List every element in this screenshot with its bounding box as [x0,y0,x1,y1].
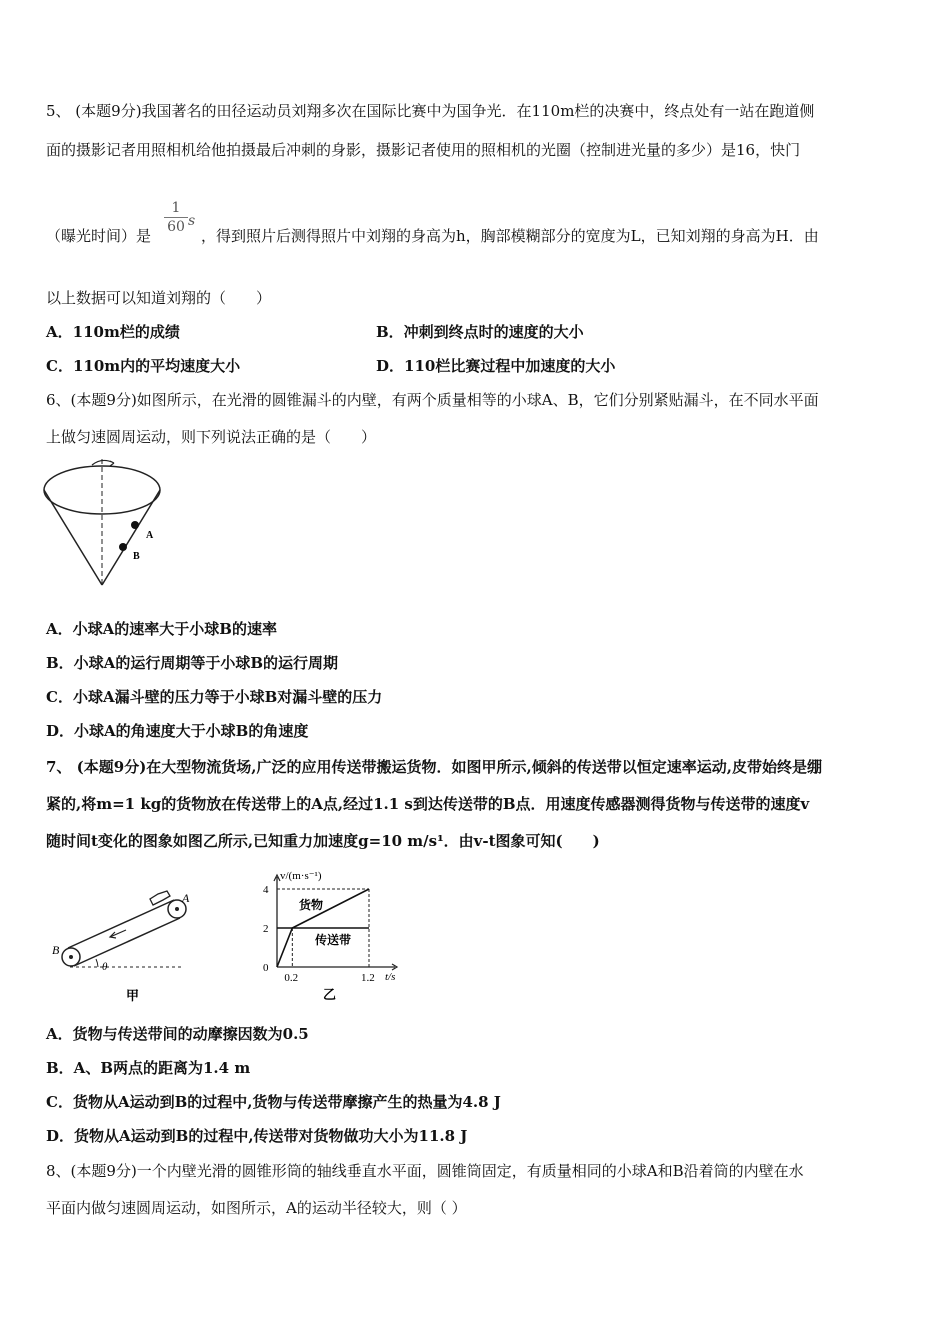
x-tick-label: 0.2 [284,972,299,984]
belt-top [68,900,174,948]
belt-direction-arrow-icon [110,930,126,937]
q5-option-c: C．110m内的平均速度大小 [46,357,241,375]
fraction-numerator: 1 [171,200,181,216]
roller-b-axle [69,955,73,959]
q6-line1: 6、(本题9分)如图所示，在光滑的圆锥漏斗的内壁，有两个质量相等的小球A、B，它们分别紧贴漏斗，在不同水平面 [46,391,819,409]
q7-line1: 7、 (本题9分)在大型物流货场,广泛的应用传送带搬运货物．如图甲所示,倾斜的传送带以恒定速率运动,皮带始终是绷 [46,758,822,776]
vt-chart [255,865,415,1005]
point-b-label: B [52,943,60,957]
fraction-bar [164,217,188,218]
fraction-denominator: 60 [167,219,185,235]
point-a-label: A [182,891,190,905]
ball-a [131,521,139,529]
q7-option-d: D．货物从A运动到B的过程中,传送带对货物做功大小为11.8 J [46,1127,468,1145]
q7-option-a: A．货物与传送带间的动摩擦因数为0.5 [46,1025,309,1043]
series-label-belt: 传送带 [315,933,352,947]
q5-line3-pre: （曝光时间）是 [46,227,152,245]
q5-option-a: A．110m栏的成绩 [46,323,180,341]
q5-option-d: D．110栏比赛过程中加速度的大小 [376,357,616,375]
q7-line3: 随时间t变化的图象如图乙所示,已知重力加速度g=10 m/s¹．由v-t图象可知( ) [46,832,600,850]
y-axis-label: v/(m·s⁻¹) [280,870,322,882]
y-tick-label: 0 [263,962,269,974]
ball-a-label: A [146,530,154,541]
q5-option-b: B．冲刺到终点时的速度的大小 [376,323,584,341]
figure-yi-caption: 乙 [323,987,337,1002]
conveyor-figure [46,880,196,1005]
q6-line2: 上做匀速圆周运动，则下列说法正确的是（ ） [46,428,377,446]
angle-arc [96,959,98,967]
q7-line2: 紧的,将m=1 kg的货物放在传送带上的A点,经过1.1 s到达传送带的B点．用速度传感器测得货物与传送带的速度v [46,795,810,813]
y-tick-label: 4 [263,884,269,896]
figure-jia-caption: 甲 [126,988,140,1003]
q7-option-c: C．货物从A运动到B的过程中,货物与传送带摩擦产生的热量为4.8 J [46,1093,501,1111]
q8-line2: 平面内做匀速圆周运动，如图所示，A的运动半径较大，则（ ） [46,1199,467,1217]
funnel-figure [40,455,170,595]
q5-line2: 面的摄影记者用照相机给他拍摄最后冲刺的身影，摄影记者使用的照相机的光圈（控制进光量的多少）是16，快门 [46,141,801,159]
x-axis-label: t/s [385,971,396,983]
q6-option-b: B．小球A的运行周期等于小球B的运行周期 [46,654,338,672]
series-label-cargo: 货物 [299,898,324,912]
q8-line1: 8、(本题9分)一个内壁光滑的圆锥形筒的轴线垂直水平面，圆锥筒固定，有质量相同的小球A和B沿着筒的内壁在水 [46,1162,804,1180]
funnel-left-wall [44,490,102,585]
q5-fraction [164,200,188,235]
y-tick-label: 2 [263,923,269,935]
roller-a-axle [175,907,179,911]
q6-option-d: D．小球A的角速度大于小球B的角速度 [46,722,309,740]
ball-b-label: B [133,551,140,562]
ball-b [119,543,127,551]
fraction-unit: s [188,213,196,229]
q6-option-c: C．小球A漏斗壁的压力等于小球B对漏斗壁的压力 [46,688,383,706]
funnel-rim [44,466,160,514]
belt-bottom [74,918,180,966]
angle-theta-label: θ [102,961,108,973]
x-tick-label: 1.2 [361,972,375,984]
q5-line3-post: ，得到照片后测得照片中刘翔的身高为h，胸部模糊部分的宽度为L，已知刘翔的身高为H．由 [201,227,819,245]
q5-line1: 5、 (本题9分)我国著名的田径运动员刘翔多次在国际比赛中为国争光．在110m栏的决赛中，终点处有一站在跑道侧 [46,102,815,120]
q5-line4: 以上数据可以知道刘翔的（ ） [46,289,272,307]
q7-option-b: B．A、B两点的距离为1.4 m [46,1059,251,1077]
q6-option-a: A．小球A的速率大于小球B的速率 [46,620,277,638]
rotation-arrow-icon [92,460,114,466]
q5-line3 [46,226,819,246]
